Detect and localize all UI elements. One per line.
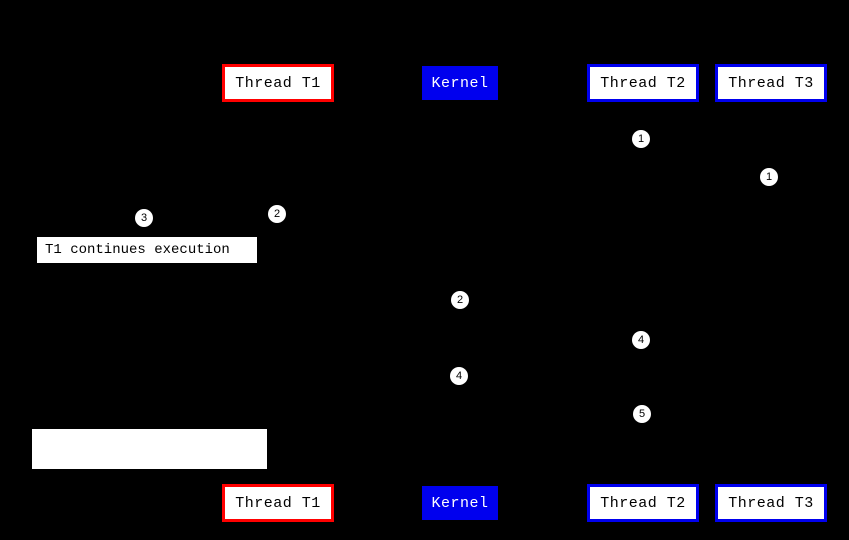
blank-note-box [32, 429, 267, 469]
step-marker-4: 4 [632, 331, 650, 349]
step-marker-5: 5 [633, 405, 651, 423]
lane-header-thread-t2: Thread T2 [587, 64, 699, 102]
step-marker-1: 1 [760, 168, 778, 186]
step-marker-4: 4 [450, 367, 468, 385]
note-label: T1 continues execution [37, 237, 257, 263]
step-marker-1: 1 [632, 130, 650, 148]
lane-footer-thread-t2: Thread T2 [587, 484, 699, 522]
lane-header-thread-t1: Thread T1 [222, 64, 334, 102]
step-marker-2: 2 [451, 291, 469, 309]
lane-footer-thread-t1: Thread T1 [222, 484, 334, 522]
lane-header-kernel: Kernel [422, 66, 498, 100]
lane-header-thread-t3: Thread T3 [715, 64, 827, 102]
step-marker-3: 3 [135, 209, 153, 227]
step-marker-2: 2 [268, 205, 286, 223]
lane-footer-thread-t3: Thread T3 [715, 484, 827, 522]
lane-footer-kernel: Kernel [422, 486, 498, 520]
